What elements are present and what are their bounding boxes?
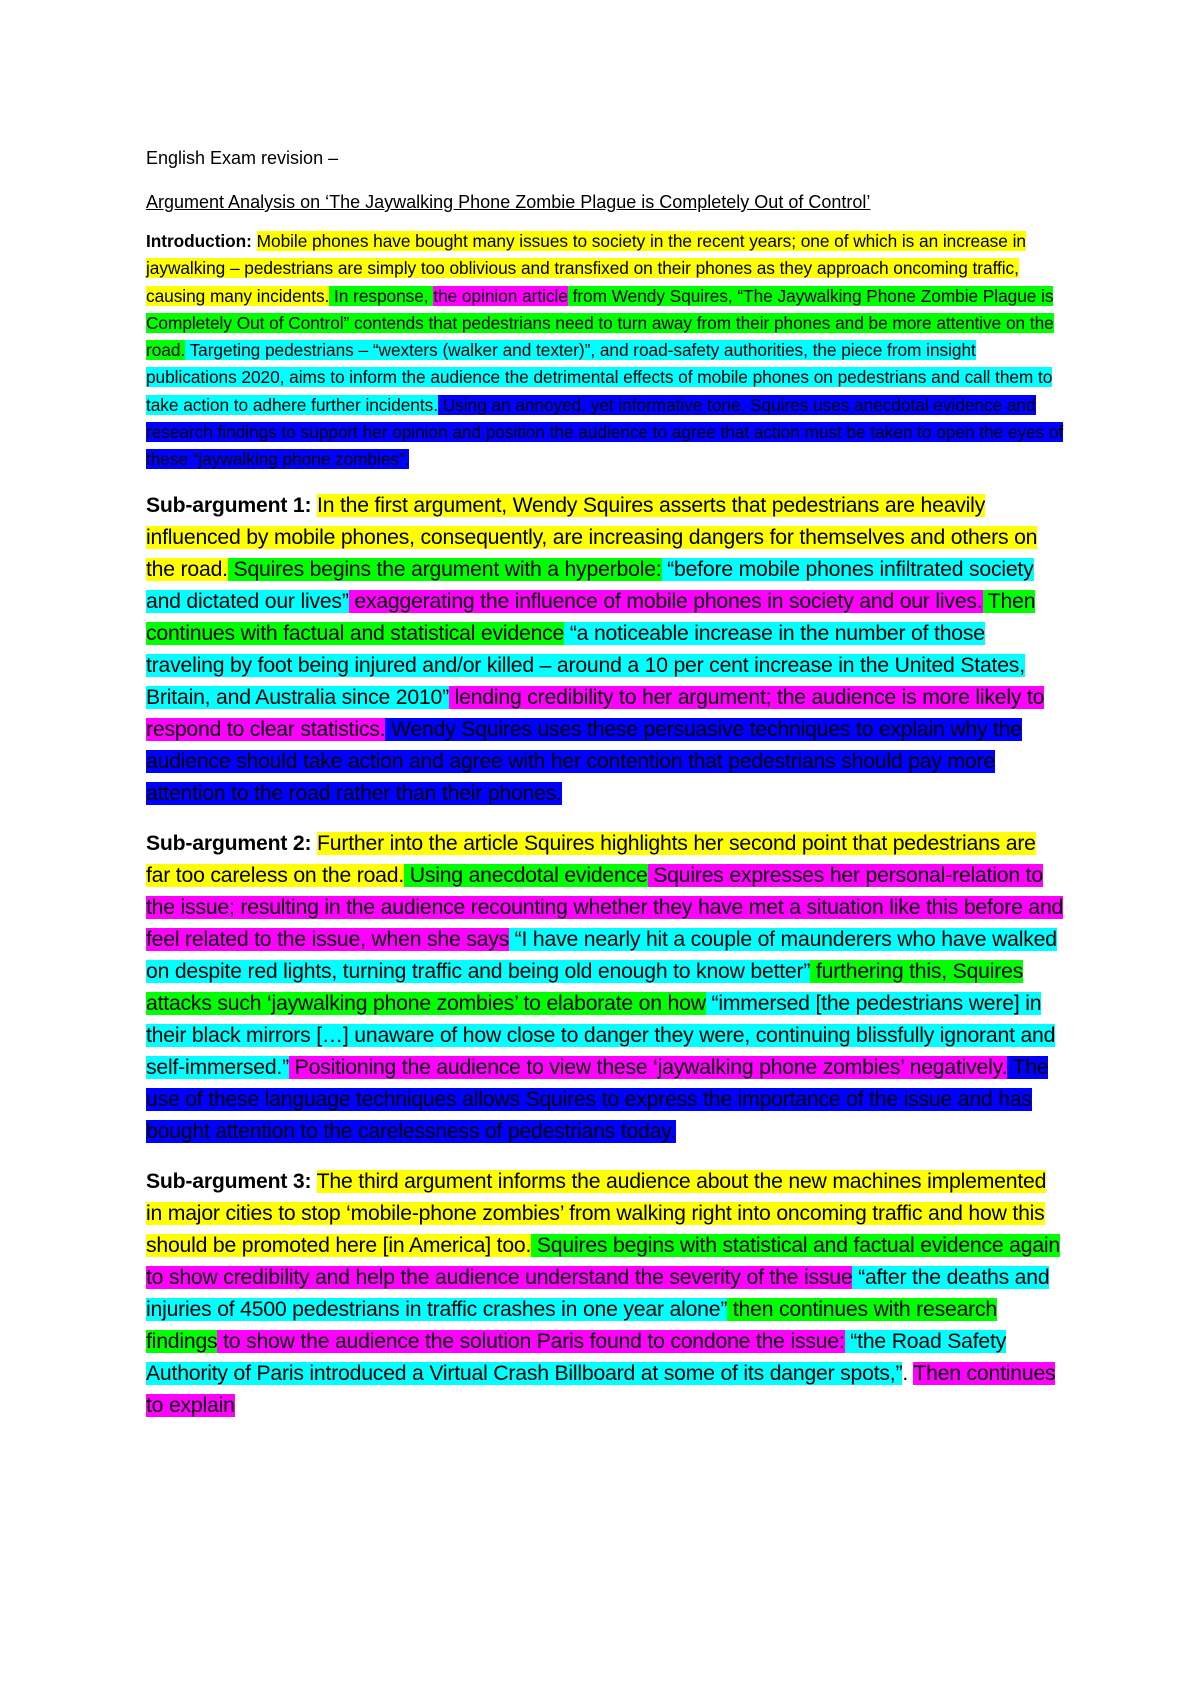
highlight-yellow: In the first argument, Wendy Squires asserts that pedestrians are heavily influenced by mobile phones, consequently, are increasing dangers for themselves and others on the road. xyxy=(146,493,1038,581)
highlight-green: Using anecdotal evidence xyxy=(404,863,648,887)
highlight-cyan: “after the deaths and injuries of 4500 pedestrians in traffic crashes in one year alone” xyxy=(146,1265,1050,1321)
highlight-cyan: “a noticeable increase in the number of those traveling by foot being injured and/or killed – around a 10 per cent increase in the United States, Britain, and Australia since 2010” xyxy=(146,621,1025,709)
highlight-cyan: “I have nearly hit a couple of maunderers who have walked on despite red lights, turning traffic and being old enough to know better” xyxy=(146,927,1057,983)
highlight-yellow: Mobile phones have bought many issues to society in the recent years; one of which is an increase in jaywalking – pedestrians are simply too oblivious and transfixed on their phones as they approach oncoming traffic, causing many incidents. xyxy=(146,231,1026,306)
highlight-yellow: Further into the article Squires highlights her second point that pedestrians are far too careless on the road. xyxy=(146,831,1036,887)
highlight-green: In response, xyxy=(329,285,434,306)
highlight-magenta: lending credibility to her argument; the audience is more likely to respond to clear statistics. xyxy=(146,685,1045,741)
highlight-magenta: Then continues to explain xyxy=(146,1361,1056,1417)
highlight-green: furthering this, Squires attacks such ‘jaywalking phone zombies’ to elaborate on how xyxy=(146,959,1024,1015)
document-title: English Exam revision – xyxy=(146,148,339,168)
section-label: Sub-argument 1: xyxy=(146,493,312,517)
sub-argument-2-paragraph xyxy=(146,828,1064,1148)
section-label: Introduction: xyxy=(146,231,252,251)
highlight-magenta: to show credibility and help the audience understand the severity of the issue xyxy=(146,1265,853,1289)
section-label: Sub-argument 2: xyxy=(146,831,312,855)
plain-text: . xyxy=(902,1361,914,1385)
highlight-magenta: the opinion article xyxy=(433,285,568,306)
sub-argument-3-paragraph xyxy=(146,1166,1064,1422)
highlight-blue: Using an annoyed, yet informative tone, Squires uses anecdotal evidence and research findings to support her opinion and position the audience to agree that action must be taken to open the eyes of these “jaywalking phone zombies”. xyxy=(146,394,1064,470)
section-label: Sub-argument 3: xyxy=(146,1169,312,1193)
highlight-green: then continues with research findings xyxy=(146,1297,997,1353)
highlight-blue: Wendy Squires uses these persuasive techniques to explain why the audience should take action and agree with her contention that pedestrians should pay more attention to the road rather than their phones. xyxy=(146,717,1022,805)
highlight-magenta: exaggerating the influence of mobile phones in society and our lives. xyxy=(348,589,983,613)
highlight-green: Then continues with factual and statistical evidence xyxy=(146,589,1036,645)
highlight-magenta: Squires expresses her personal-relation to the issue; resulting in the audience recounting whether they have met a situation like this before and feel related to the issue, when she says xyxy=(146,863,1064,951)
highlight-magenta: Positioning the audience to view these ‘jaywalking phone zombies’ negatively. xyxy=(288,1055,1008,1079)
highlight-cyan: “immersed [the pedestrians were] in their black mirrors […] unaware of how close to danger they were, continuing blissfully ignorant and self-immersed.” xyxy=(146,991,1056,1079)
document-page xyxy=(146,146,1064,1440)
highlight-green: Squires begins the argument with a hyperbole: xyxy=(227,557,662,581)
highlight-cyan: Targeting pedestrians – “wexters (walker and texter)”, and road-safety authorities, the piece from insight publications 2020, aims to inform the audience the detrimental effects of mobile phones on pedestrians and call them to take action to adhere further incidents. xyxy=(146,340,1053,415)
document-subtitle: Argument Analysis on ‘The Jaywalking Phone Zombie Plague is Completely Out of Control’ xyxy=(146,192,871,212)
highlight-cyan: “the Road Safety Authority of Paris introduced a Virtual Crash Billboard at some of its danger spots,” xyxy=(146,1329,1007,1385)
highlight-yellow: The third argument informs the audience about the new machines implemented in major cities to stop ‘mobile-phone zombies’ from walking right into oncoming traffic and how this should be promoted here [in America] too. xyxy=(146,1169,1047,1257)
highlight-green: Squires begins with statistical and factual evidence again xyxy=(531,1233,1060,1257)
introduction-paragraph xyxy=(146,228,1064,474)
highlight-cyan: “before mobile phones infiltrated society and dictated our lives” xyxy=(146,557,1034,613)
highlight-green: from Wendy Squires, “The Jaywalking Phone Zombie Plague is Completely Out of Control” contends that pedestrians need to turn away from their phones and be more attentive on the road. xyxy=(146,285,1054,361)
highlight-blue: The use of these language techniques allows Squires to express the importance of the issue and has bought attention to the carelessness of pedestrians today. xyxy=(146,1055,1049,1143)
sub-argument-1-paragraph xyxy=(146,490,1064,810)
highlight-magenta: to show the audience the solution Paris found to condone the issue: xyxy=(217,1329,845,1353)
